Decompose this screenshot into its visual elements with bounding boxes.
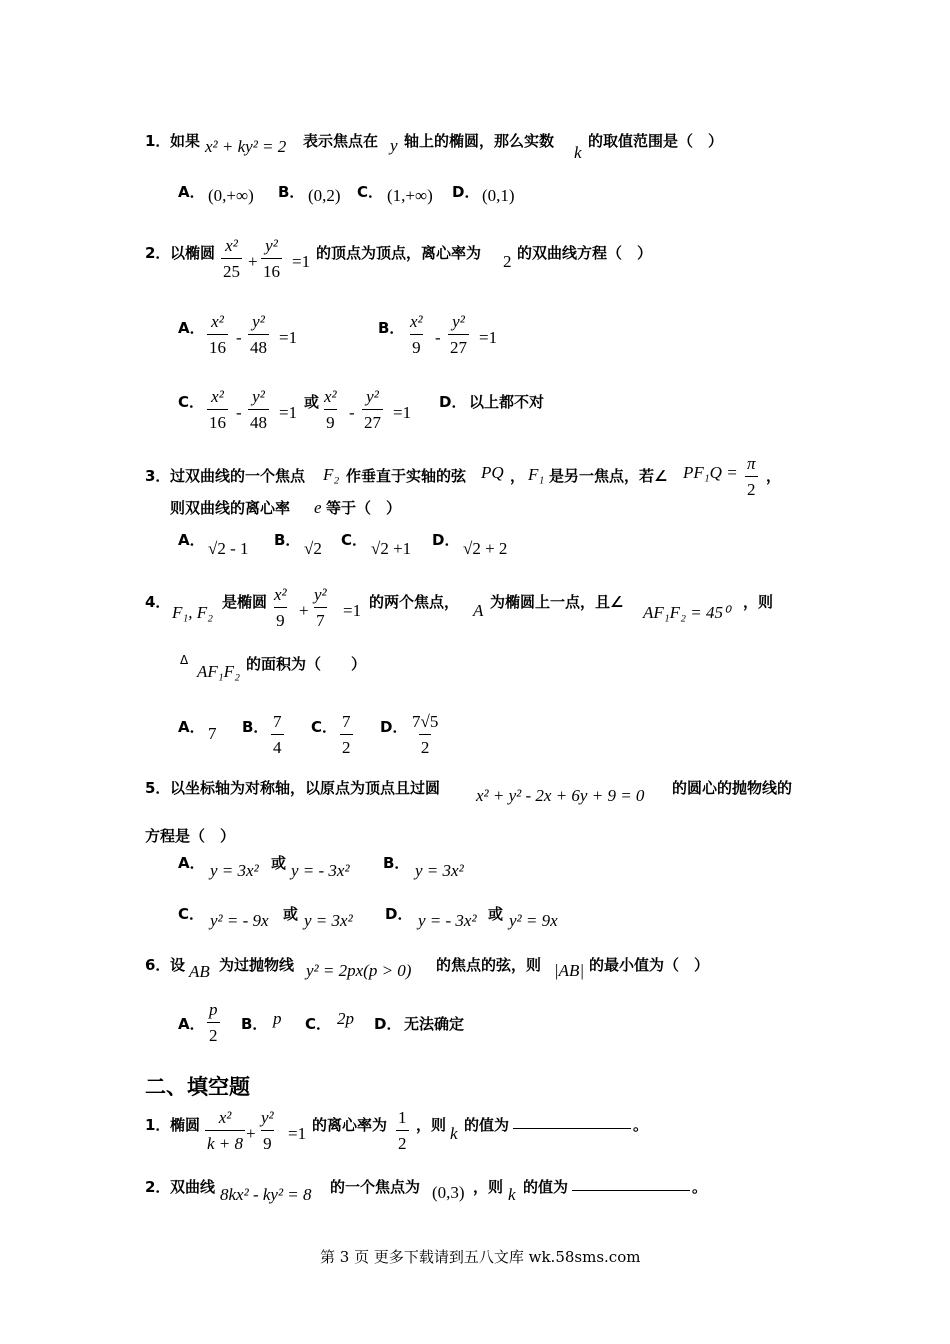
q5-option-d-or: 或 xyxy=(488,905,504,923)
q4-option-d-label: D． xyxy=(380,718,408,736)
q1-text: 轴上的椭圆，那么实数 xyxy=(404,132,555,150)
q2-option-c-fraction: $\frac{\text{x²}}{9}$ xyxy=(324,387,337,432)
fill1-plus: + xyxy=(246,1124,256,1143)
q3-option-a-label: A． xyxy=(178,531,205,549)
q4-triangle-name: AF₁F₂ xyxy=(197,662,240,681)
q3-option-d-value: √2 + 2 xyxy=(463,539,508,558)
fill2-point: (0,3) xyxy=(432,1183,465,1202)
q2-option-b-equals: =1 xyxy=(479,328,498,347)
q1-text: 表示焦点在 xyxy=(303,132,379,150)
q6-option-c-label: C． xyxy=(305,1015,332,1033)
fill1-number: 1． xyxy=(145,1116,171,1134)
fill1-text: 的离心率为 xyxy=(312,1116,388,1134)
q2-text: 的双曲线方程（ ） xyxy=(517,244,653,262)
q2-text: 的顶点为顶点，离心率为 xyxy=(316,244,482,262)
q5-option-c-value: y = 3x² xyxy=(304,911,353,930)
q3-text: 过双曲线的一个焦点 xyxy=(170,467,306,485)
q2-fraction: $\frac{\text{x²}}{25}$ xyxy=(223,236,240,281)
fill2-var-k: k xyxy=(508,1185,516,1204)
page-footer: 第 3 页 更多下载请到五八文库 wk.58sms.com xyxy=(320,1248,641,1266)
q5-option-a-label: A． xyxy=(178,854,205,872)
q2-option-b-fraction: $\frac{\text{y²}}{27}$ xyxy=(450,312,467,357)
q4-equals: =1 xyxy=(343,601,362,620)
q6-number: 6． xyxy=(145,956,171,974)
q4-triangle-symbol: Δ xyxy=(180,653,189,667)
q6-parabola: y² = 2px(p > 0) xyxy=(306,961,412,980)
q1-option-c-label: C． xyxy=(357,183,384,201)
fill1-text: 的值为 xyxy=(464,1116,510,1134)
q2-plus: + xyxy=(248,252,258,271)
q3-comma: ， xyxy=(510,467,526,485)
q3-option-c-label: C． xyxy=(341,531,368,549)
q1-text: 如果 xyxy=(170,132,201,150)
q3-focus-f2: F₂ xyxy=(323,465,340,484)
q6-option-a-fraction: $\frac{p}{2}$ xyxy=(209,1000,218,1045)
q2-option-a-label: A． xyxy=(178,319,205,337)
q6-text: 的最小值为（ ） xyxy=(589,956,710,974)
fill1-text: ，则 xyxy=(416,1116,447,1134)
fill1-answer-blank[interactable] xyxy=(513,1114,631,1129)
q4-option-b-label: B． xyxy=(242,718,269,736)
q2-option-b-label: B． xyxy=(378,319,405,337)
q1-option-b-value: (0,2) xyxy=(308,186,341,205)
q3-chord-pq: PQ xyxy=(481,463,504,482)
q4-foci: F₁, F₂ xyxy=(172,603,214,622)
q6-text: 设 xyxy=(170,956,186,974)
q5-option-d-value: y = - 3x² xyxy=(418,911,477,930)
q5-option-d-label: D． xyxy=(385,905,413,923)
q2-equals: =1 xyxy=(292,252,311,271)
section-heading: 二、填空题 xyxy=(145,1075,250,1099)
q2-minus: - xyxy=(236,403,242,422)
q2-option-d-text: 以上都不对 xyxy=(469,393,545,411)
q4-angle: AF₁F₂ = 45⁰ xyxy=(643,603,730,622)
q2-text: 以椭圆 xyxy=(170,244,216,262)
q1-var-y: y xyxy=(390,136,398,155)
q3-text: 则双曲线的离心率 xyxy=(170,499,291,517)
fill1-fraction: $\frac{\text{x²}}{k + 8}$ xyxy=(207,1108,244,1153)
q5-option-c-label: C． xyxy=(178,905,205,923)
q3-focus-f1: F₁ xyxy=(528,465,545,484)
fill1-text: 椭圆 xyxy=(170,1116,201,1134)
q4-option-b-fraction: $\frac{7}{4}$ xyxy=(273,712,282,757)
q2-option-c-fraction: $\frac{\text{x²}}{16}$ xyxy=(209,387,226,432)
q2-option-a-equals: =1 xyxy=(279,328,298,347)
q1-option-c-value: (1,+∞) xyxy=(387,186,433,205)
q2-option-b-fraction: $\frac{\text{x²}}{9}$ xyxy=(410,312,423,357)
q3-pi-over-2: $\frac{\pi}{2}$ xyxy=(747,454,756,499)
q4-text: 的面积为（ ） xyxy=(246,655,367,673)
q4-number: 4． xyxy=(145,593,171,611)
q3-option-b-value: √2 xyxy=(304,539,322,558)
q4-text: 是椭圆 xyxy=(222,593,268,611)
q5-text: 的圆心的抛物线的 xyxy=(672,779,793,797)
q4-fraction: $\frac{\text{x²}}{9}$ xyxy=(274,585,287,630)
q1-expression: x² + ky² = 2 xyxy=(205,137,287,156)
q2-number: 2． xyxy=(145,244,171,262)
q2-option-c-fraction: $\frac{\text{y²}}{48}$ xyxy=(250,387,267,432)
q4-text: 为椭圆上一点，且∠ xyxy=(490,593,624,611)
q4-option-c-label: C． xyxy=(311,718,338,736)
fill1-fraction: $\frac{\text{y²}}{9}$ xyxy=(261,1108,274,1153)
fill2-number: 2． xyxy=(145,1178,171,1196)
q6-option-b-value: p xyxy=(273,1009,282,1028)
q5-option-b-value: y = 3x² xyxy=(415,861,464,880)
q3-text: 是另一焦点，若∠ xyxy=(549,467,668,485)
q1-option-a-value: (0,+∞) xyxy=(208,186,254,205)
q4-fraction: $\frac{\text{y²}}{7}$ xyxy=(314,585,327,630)
q2-minus: - xyxy=(435,328,441,347)
q1-var-k: k xyxy=(574,143,582,162)
fill2-text: 的值为 xyxy=(523,1178,569,1196)
q5-option-c-or: 或 xyxy=(283,905,299,923)
fill1-var-k: k xyxy=(450,1124,458,1143)
q6-option-c-value: 2p xyxy=(337,1009,354,1028)
q2-option-c-fraction: $\frac{\text{y²}}{27}$ xyxy=(364,387,381,432)
q3-text: 作垂直于实轴的弦 xyxy=(346,467,467,485)
fill1-end: 。 xyxy=(633,1116,649,1134)
fill2-expression: 8kx² - ky² = 8 xyxy=(220,1185,312,1204)
q2-fraction: $\frac{\text{y²}}{16}$ xyxy=(263,236,280,281)
q1-number: 1． xyxy=(145,132,171,150)
fill1-equals: =1 xyxy=(288,1124,307,1143)
q3-number: 3． xyxy=(145,467,171,485)
q4-point-a: A xyxy=(473,601,484,620)
q3-option-c-value: √2 +1 xyxy=(371,539,412,558)
q5-circle-equation: x² + y² - 2x + 6y + 9 = 0 xyxy=(476,786,645,805)
q6-chord-ab: AB xyxy=(189,962,210,981)
q3-option-a-value: √2 - 1 xyxy=(208,539,249,558)
q2-option-a-fraction: $\frac{\text{x²}}{16}$ xyxy=(209,312,226,357)
q2-option-d-label: D． xyxy=(439,393,467,411)
fill2-text: ，则 xyxy=(473,1178,504,1196)
q5-number: 5． xyxy=(145,779,171,797)
q2-eccentricity: 2 xyxy=(503,252,512,271)
q1-option-a-label: A． xyxy=(178,183,205,201)
q3-text: 等于（ ） xyxy=(326,499,402,517)
q2-option-c-label: C． xyxy=(178,393,205,411)
q6-text: 为过抛物线 xyxy=(219,956,295,974)
q6-option-a-label: A． xyxy=(178,1015,205,1033)
q2-option-a-fraction: $\frac{\text{y²}}{48}$ xyxy=(250,312,267,357)
q1-text: 的取值范围是（ ） xyxy=(588,132,724,150)
q5-option-a-value: y = 3x² xyxy=(210,861,259,880)
fill2-text: 的一个焦点为 xyxy=(330,1178,421,1196)
q6-option-d-value: 无法确定 xyxy=(404,1015,465,1033)
fill2-text: 双曲线 xyxy=(170,1178,216,1196)
q2-option-c-equals: =1 xyxy=(279,403,298,422)
q4-option-d-fraction: $\frac{7√5}{2}$ xyxy=(412,712,439,757)
q2-option-c-equals: =1 xyxy=(393,403,412,422)
q5-option-d-value: y² = 9x xyxy=(509,911,558,930)
q1-option-d-label: D． xyxy=(452,183,480,201)
q2-minus: - xyxy=(349,403,355,422)
q1-option-d-value: (0,1) xyxy=(482,186,515,205)
q3-angle: PF₁Q = xyxy=(683,463,738,482)
q2-option-c-or: 或 xyxy=(304,393,320,411)
q6-abs-ab: |AB| xyxy=(554,961,585,980)
q4-text: ，则 xyxy=(743,593,774,611)
q3-text: ， xyxy=(766,467,782,485)
q6-text: 的焦点的弦，则 xyxy=(436,956,542,974)
q4-text: 的两个焦点， xyxy=(369,593,460,611)
fill1-eccentricity-fraction: $\frac{1}{2}$ xyxy=(398,1108,407,1153)
q6-option-b-label: B． xyxy=(241,1015,268,1033)
q4-option-a-value: 7 xyxy=(208,724,217,743)
fill2-answer-blank[interactable] xyxy=(572,1176,690,1191)
q5-text: 以坐标轴为对称轴，以原点为顶点且过圆 xyxy=(170,779,441,797)
q3-option-d-label: D． xyxy=(432,531,460,549)
q3-option-b-label: B． xyxy=(274,531,301,549)
q5-option-b-label: B． xyxy=(383,854,410,872)
q5-option-c-value: y² = - 9x xyxy=(210,911,269,930)
q4-option-c-fraction: $\frac{7}{2}$ xyxy=(342,712,351,757)
q5-text: 方程是（ ） xyxy=(145,827,236,845)
q5-option-a-value: y = - 3x² xyxy=(291,861,350,880)
q5-option-a-or: 或 xyxy=(271,854,287,872)
fill2-end: 。 xyxy=(692,1178,708,1196)
q2-minus: - xyxy=(236,328,242,347)
q6-option-d-label: D． xyxy=(374,1015,402,1033)
q4-plus: + xyxy=(299,601,309,620)
q4-option-a-label: A． xyxy=(178,718,205,736)
q3-var-e: e xyxy=(314,498,322,517)
q1-option-b-label: B． xyxy=(278,183,305,201)
